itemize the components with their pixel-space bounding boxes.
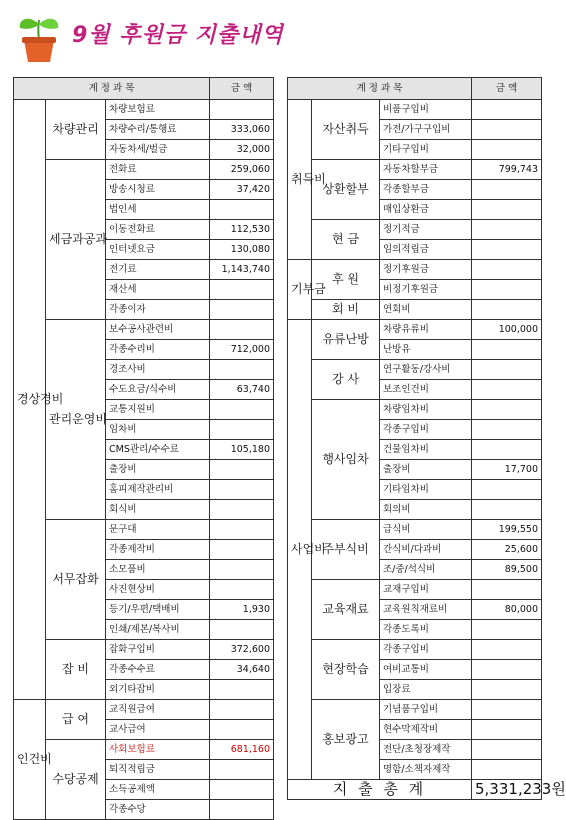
right-subgroup-label: 회 비 (312, 300, 380, 320)
left-item-label: 법인세 (106, 200, 210, 220)
left-item-amount: 333,060 (210, 120, 274, 140)
left-subgroup-label: 차량관리 (46, 100, 106, 160)
left-item-label: 교사급여 (106, 720, 210, 740)
right-item-amount (472, 280, 542, 300)
right-item-amount: 80,000 (472, 600, 542, 620)
right-amount-header: 금 액 (472, 78, 542, 100)
right-item-row (288, 260, 542, 280)
left-item-amount (210, 320, 274, 340)
right-item-label: 기념품구입비 (380, 700, 472, 720)
left-item-label: 차량보험료 (106, 100, 210, 120)
right-group-label: 사업비 (288, 320, 312, 780)
left-expense-table (13, 77, 274, 820)
left-item-label: 문구대 (106, 520, 210, 540)
right-item-amount (472, 680, 542, 700)
left-item-label: 인쇄/제본/복사비 (106, 620, 210, 640)
right-item-label: 급식비 (380, 520, 472, 540)
right-item-label: 각종구입비 (380, 640, 472, 660)
right-item-row (288, 580, 542, 600)
left-item-label: 각종수수료 (106, 660, 210, 680)
left-account-header: 계 정 과 목 (14, 78, 210, 100)
left-item-label: 각종수리비 (106, 340, 210, 360)
right-item-amount (472, 500, 542, 520)
right-item-amount: 799,743 (472, 160, 542, 180)
right-item-row (288, 520, 542, 540)
right-item-label: 명함/소책자제작 (380, 760, 472, 780)
right-item-label: 교재구입비 (380, 580, 472, 600)
left-item-amount (210, 700, 274, 720)
right-item-label: 정기후원금 (380, 260, 472, 280)
total-label: 지 출 총 계 (288, 780, 472, 800)
right-subgroup-label: 교육재료 (312, 580, 380, 640)
left-item-row (14, 700, 274, 720)
left-item-row (14, 520, 274, 540)
left-item-label: 회식비 (106, 500, 210, 520)
left-subgroup-label: 잡 비 (46, 640, 106, 700)
right-item-row (288, 100, 542, 120)
right-item-amount (472, 300, 542, 320)
right-item-label: 건물임차비 (380, 440, 472, 460)
right-item-row (288, 360, 542, 380)
right-item-amount (472, 440, 542, 460)
left-subgroup-label: 수당공제 (46, 740, 106, 820)
left-item-amount (210, 400, 274, 420)
right-item-amount (472, 340, 542, 360)
left-item-amount: 712,000 (210, 340, 274, 360)
right-item-amount (472, 480, 542, 500)
left-item-amount: 259,060 (210, 160, 274, 180)
left-amount-header: 금 액 (210, 78, 274, 100)
left-item-label: 소모품비 (106, 560, 210, 580)
left-item-amount (210, 720, 274, 740)
left-item-label: 교직원급여 (106, 700, 210, 720)
left-subgroup-label: 관리운영비 (46, 320, 106, 520)
left-item-label: 전화료 (106, 160, 210, 180)
left-item-label: 수도요금/식수비 (106, 380, 210, 400)
right-item-label: 차량유류비 (380, 320, 472, 340)
left-item-label: 보수공사관련비 (106, 320, 210, 340)
left-item-amount (210, 200, 274, 220)
right-item-amount (472, 220, 542, 240)
right-item-label: 각종도록비 (380, 620, 472, 640)
right-item-label: 기타구입비 (380, 140, 472, 160)
left-item-label: 자동차세/벌금 (106, 140, 210, 160)
right-item-amount (472, 740, 542, 760)
right-table-body (288, 100, 542, 780)
left-item-amount (210, 360, 274, 380)
right-item-amount (472, 400, 542, 420)
right-item-label: 각종할부금 (380, 180, 472, 200)
right-item-label: 간식비/다과비 (380, 540, 472, 560)
right-item-amount (472, 360, 542, 380)
left-subgroup-label: 세금과공과 (46, 160, 106, 320)
total-value: 5,331,233원 (472, 780, 542, 800)
left-item-row (14, 740, 274, 760)
right-item-label: 각종구입비 (380, 420, 472, 440)
left-item-amount (210, 780, 274, 800)
right-subgroup-label: 현 금 (312, 220, 380, 260)
right-item-label: 정기적금 (380, 220, 472, 240)
left-item-label: 차량수리/통행료 (106, 120, 210, 140)
right-subgroup-label: 현장학습 (312, 640, 380, 700)
left-item-amount (210, 520, 274, 540)
left-item-amount: 681,160 (210, 740, 274, 760)
right-item-amount (472, 380, 542, 400)
right-item-amount (472, 620, 542, 640)
right-item-label: 차량임차비 (380, 400, 472, 420)
left-item-amount (210, 540, 274, 560)
right-item-row (288, 320, 542, 340)
left-item-label: 출장비 (106, 460, 210, 480)
right-item-amount (472, 760, 542, 780)
right-subgroup-label: 자산취득 (312, 100, 380, 160)
left-item-amount (210, 620, 274, 640)
right-item-label: 연회비 (380, 300, 472, 320)
left-table-body (14, 100, 274, 820)
left-item-label: 각종수당 (106, 800, 210, 820)
left-item-amount: 1,930 (210, 600, 274, 620)
right-item-amount (472, 580, 542, 600)
left-item-label: 사진현상비 (106, 580, 210, 600)
right-item-label: 입장료 (380, 680, 472, 700)
left-item-amount: 112,530 (210, 220, 274, 240)
right-item-row (288, 400, 542, 420)
right-account-header: 계 정 과 목 (288, 78, 472, 100)
right-expense-table (287, 77, 566, 800)
right-item-amount: 199,550 (472, 520, 542, 540)
left-item-amount: 34,640 (210, 660, 274, 680)
total-row (288, 780, 542, 800)
right-item-label: 비품구입비 (380, 100, 472, 120)
left-item-amount (210, 500, 274, 520)
left-item-row (14, 320, 274, 340)
page-title: 9월 후원금 지출내역 (72, 23, 284, 48)
right-item-label: 현수막제작비 (380, 720, 472, 740)
right-item-row (288, 700, 542, 720)
left-item-amount (210, 800, 274, 820)
potted-sprout-icon (14, 10, 64, 65)
right-subgroup-label: 상환할부 (312, 160, 380, 220)
left-item-amount (210, 100, 274, 120)
right-item-amount: 25,600 (472, 540, 542, 560)
right-item-label: 보조인건비 (380, 380, 472, 400)
left-item-amount (210, 760, 274, 780)
left-item-label: 인터넷요금 (106, 240, 210, 260)
right-group-label: 취득비 (288, 100, 312, 260)
left-item-row (14, 160, 274, 180)
right-subgroup-label: 유류난방 (312, 320, 380, 360)
left-item-label: 사회보험료 (106, 740, 210, 760)
right-item-row (288, 300, 542, 320)
right-item-label: 가전/가구구입비 (380, 120, 472, 140)
left-item-label: 방송시청료 (106, 180, 210, 200)
right-item-label: 기타임차비 (380, 480, 472, 500)
right-subgroup-label: 주부식비 (312, 520, 380, 580)
left-group-label: 인건비 (14, 700, 46, 820)
right-item-amount (472, 640, 542, 660)
right-item-label: 조/중/석식비 (380, 560, 472, 580)
left-item-amount: 1,143,740 (210, 260, 274, 280)
left-item-label: CMS관리/수수료 (106, 440, 210, 460)
left-item-label: 임차비 (106, 420, 210, 440)
right-item-label: 임의적립금 (380, 240, 472, 260)
left-item-row (14, 100, 274, 120)
left-item-label: 전기료 (106, 260, 210, 280)
left-item-label: 교통지원비 (106, 400, 210, 420)
right-item-row (288, 640, 542, 660)
left-item-amount (210, 300, 274, 320)
left-item-amount (210, 680, 274, 700)
right-item-label: 비정기후원금 (380, 280, 472, 300)
right-item-amount: 17,700 (472, 460, 542, 480)
left-item-amount: 105,180 (210, 440, 274, 460)
right-item-amount (472, 180, 542, 200)
left-item-amount: 372,600 (210, 640, 274, 660)
left-item-label: 각종제작비 (106, 540, 210, 560)
right-item-amount (472, 100, 542, 120)
left-subgroup-label: 서무잡화 (46, 520, 106, 640)
left-item-label: 소득공제액 (106, 780, 210, 800)
right-item-amount (472, 200, 542, 220)
left-item-label: 외기타잡비 (106, 680, 210, 700)
right-item-amount (472, 260, 542, 280)
left-subgroup-label: 급 여 (46, 700, 106, 740)
left-item-amount (210, 420, 274, 440)
right-item-label: 자동차할부금 (380, 160, 472, 180)
left-item-label: 재산세 (106, 280, 210, 300)
right-item-label: 회의비 (380, 500, 472, 520)
right-subgroup-label: 후 원 (312, 260, 380, 300)
left-item-row (14, 640, 274, 660)
left-item-amount (210, 280, 274, 300)
right-subgroup-label: 행사임차 (312, 400, 380, 520)
left-item-amount: 63,740 (210, 380, 274, 400)
right-subgroup-label: 강 사 (312, 360, 380, 400)
left-item-amount (210, 560, 274, 580)
left-item-label: 등기/우편/택배비 (106, 600, 210, 620)
right-item-amount (472, 240, 542, 260)
right-item-label: 여비교통비 (380, 660, 472, 680)
right-item-amount (472, 140, 542, 160)
left-item-label: 이동전화료 (106, 220, 210, 240)
left-item-amount (210, 580, 274, 600)
left-item-amount: 130,080 (210, 240, 274, 260)
left-item-label: 홈피제작관리비 (106, 480, 210, 500)
left-item-label: 잡화구입비 (106, 640, 210, 660)
right-item-amount (472, 720, 542, 740)
right-item-row (288, 220, 542, 240)
left-item-amount: 32,000 (210, 140, 274, 160)
page-header (0, 0, 550, 70)
right-item-amount: 89,500 (472, 560, 542, 580)
right-subgroup-label: 홍보광고 (312, 700, 380, 780)
left-group-label: 경상경비 (14, 100, 46, 700)
right-item-label: 전단/초청장제작 (380, 740, 472, 760)
right-item-label: 교육원칙재료비 (380, 600, 472, 620)
left-item-amount (210, 480, 274, 500)
right-item-amount: 100,000 (472, 320, 542, 340)
right-item-label: 매입상환금 (380, 200, 472, 220)
left-item-label: 경조사비 (106, 360, 210, 380)
right-group-label: 기부금 (288, 260, 312, 320)
left-item-label: 퇴직적립금 (106, 760, 210, 780)
right-item-amount (472, 660, 542, 680)
right-item-label: 난방유 (380, 340, 472, 360)
left-item-amount: 37,420 (210, 180, 274, 200)
right-item-amount (472, 700, 542, 720)
left-item-amount (210, 460, 274, 480)
left-item-label: 각종이자 (106, 300, 210, 320)
right-item-amount (472, 120, 542, 140)
right-item-amount (472, 420, 542, 440)
right-item-label: 출장비 (380, 460, 472, 480)
right-item-label: 연구활동/강사비 (380, 360, 472, 380)
